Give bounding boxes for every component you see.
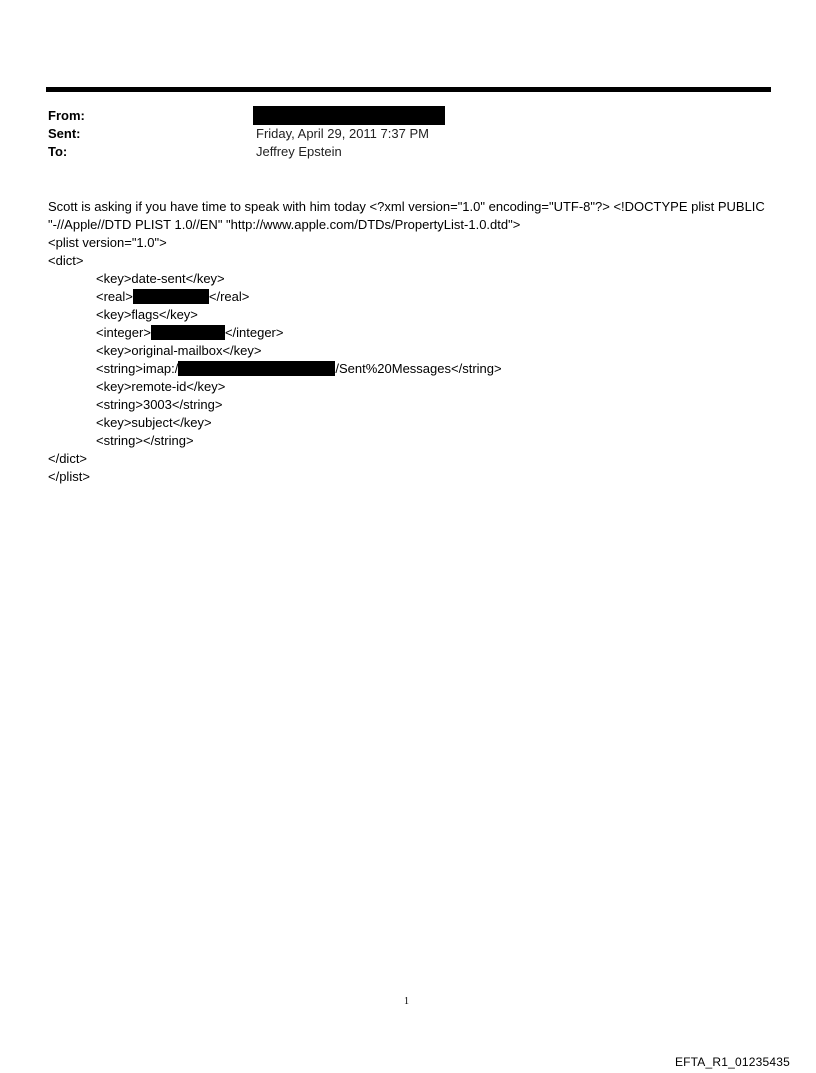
to-label: To:	[48, 144, 68, 159]
plist-close-line: </plist>	[48, 469, 90, 484]
from-redaction	[253, 106, 445, 125]
real-line	[96, 288, 249, 306]
real-redaction	[133, 289, 209, 304]
string-3003-line: <string>3003</string>	[96, 397, 223, 412]
integer-redaction	[151, 325, 225, 340]
real-close-tag: </real>	[208, 289, 250, 304]
string-empty-line: <string></string>	[96, 433, 194, 448]
key-subject-line: <key>subject</key>	[96, 415, 212, 430]
real-open-tag: <real>	[96, 289, 133, 304]
sent-value: Friday, April 29, 2011 7:37 PM	[256, 126, 429, 141]
dict-open-line: <dict>	[48, 253, 84, 268]
integer-close-tag: </integer>	[224, 325, 284, 340]
to-value: Jeffrey Epstein	[256, 144, 342, 159]
page-number: 1	[404, 996, 409, 1007]
integer-line	[96, 324, 283, 342]
from-label: From:	[48, 108, 85, 123]
header-rule	[46, 87, 771, 92]
string-imap-open: <string>imap:/	[96, 361, 179, 376]
key-flags-line: <key>flags</key>	[96, 307, 198, 322]
integer-open-tag: <integer>	[96, 325, 151, 340]
bates-number: EFTA_R1_01235435	[674, 1055, 790, 1069]
plist-open-line: <plist version="1.0">	[48, 235, 167, 250]
key-original-mailbox-line: <key>original-mailbox</key>	[96, 343, 262, 358]
dict-close-line: </dict>	[48, 451, 88, 466]
imap-redaction	[178, 361, 335, 376]
sent-label: Sent:	[48, 126, 81, 141]
string-imap-line	[96, 360, 502, 378]
string-imap-close: /Sent%20Messages</string>	[335, 361, 502, 376]
message-intro: Scott is asking if you have time to speak with him today <?xml version="1.0" encoding="UTF-8"?> <!DOCTYPE plist PUBLIC "-//Apple//DTD PLIST 1.0//EN" "http://www.apple.com/DTDs/PropertyList-1.0.dtd">	[48, 199, 765, 232]
key-remote-id-line: <key>remote-id</key>	[96, 379, 226, 394]
key-date-sent-line: <key>date-sent</key>	[96, 271, 225, 286]
